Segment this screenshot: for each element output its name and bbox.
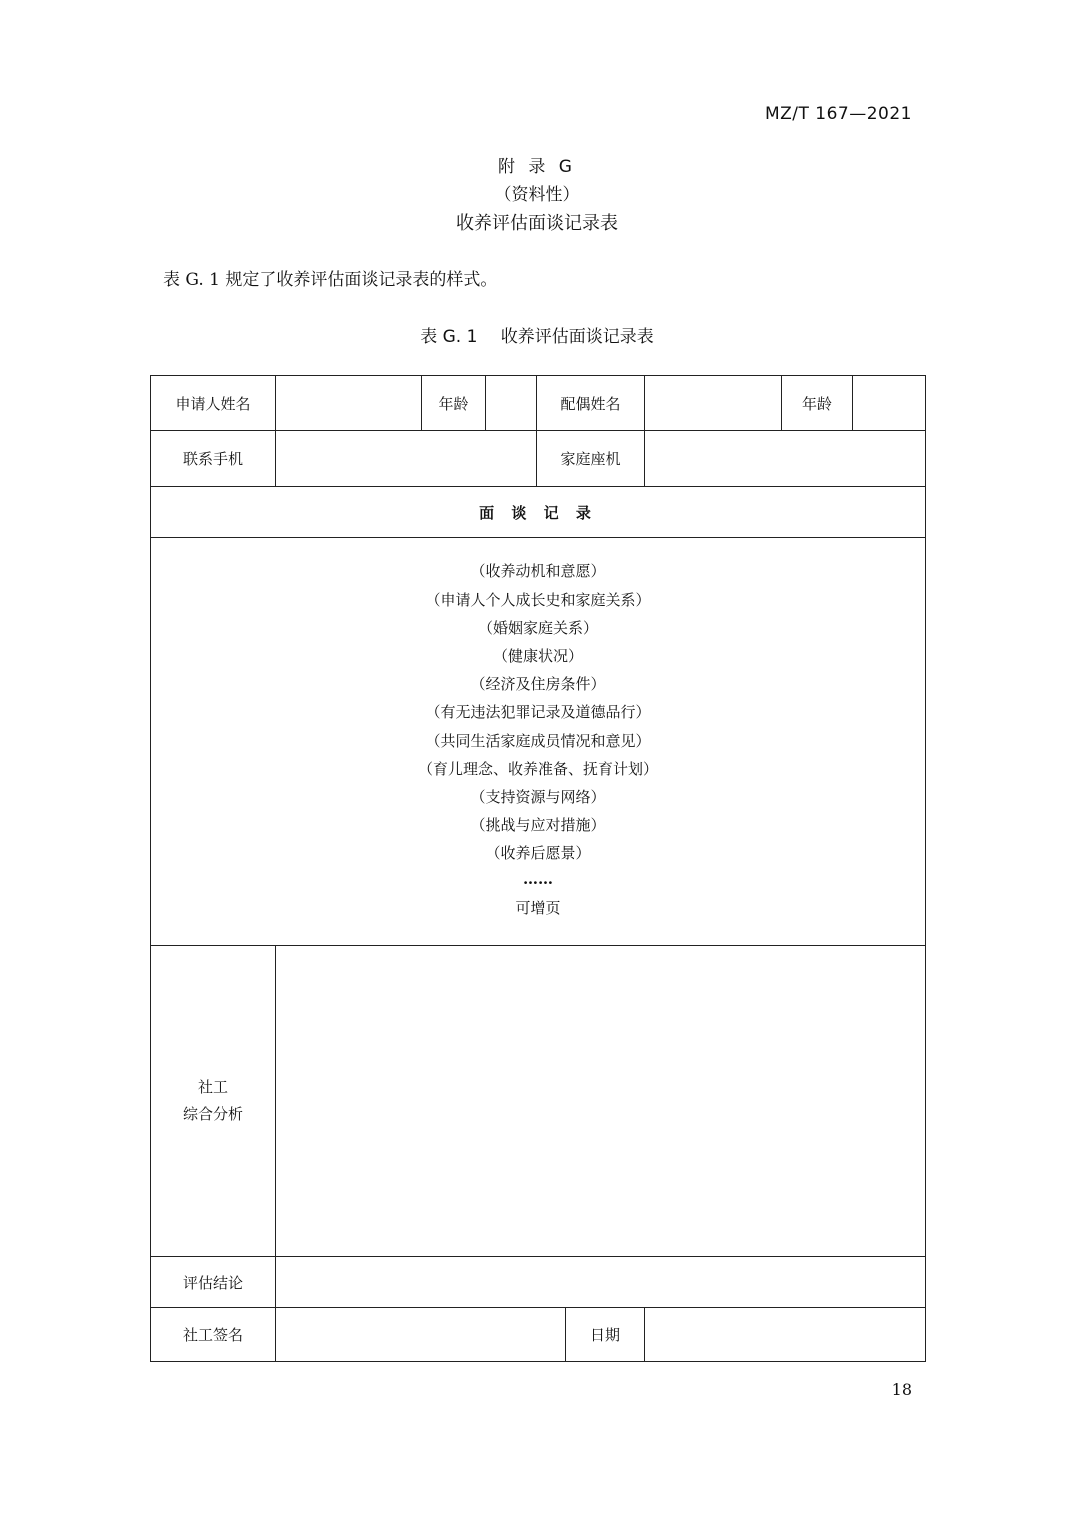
table-caption-number: 表 G. 1 [420, 327, 478, 347]
ellipsis: …… [523, 869, 553, 888]
add-page-note: 可增页 [515, 898, 561, 917]
interview-topic: （婚姻家庭关系） [478, 618, 599, 637]
standard-code: MZ/T 167—2021 [764, 104, 912, 124]
spouse-name-field[interactable] [645, 376, 782, 431]
interview-record-table [150, 375, 926, 1362]
mobile-label: 联系手机 [151, 431, 276, 487]
social-worker-analysis-label [151, 946, 276, 1257]
spouse-name-label: 配偶姓名 [537, 376, 645, 431]
appendix-heading: 附 录 G [498, 157, 576, 177]
landline-label: 家庭座机 [537, 431, 645, 487]
interview-topic: （收养动机和意愿） [470, 562, 606, 581]
social-worker-analysis-field[interactable] [276, 946, 926, 1257]
interview-topic: （挑战与应对措施） [470, 816, 606, 835]
interview-topic: （育儿理念、收养准备、抚育计划） [418, 759, 659, 778]
applicant-name-field[interactable] [276, 376, 422, 431]
interview-topic: （经济及住房条件） [470, 675, 606, 694]
date-label: 日期 [566, 1308, 645, 1362]
applicant-age-label: 年龄 [422, 376, 486, 431]
appendix-nature: （资料性） [494, 185, 580, 205]
interview-record-area[interactable] [151, 538, 926, 946]
applicant-age-field[interactable] [486, 376, 537, 431]
interview-topic: （申请人个人成长史和家庭关系） [425, 590, 651, 609]
signature-field[interactable] [276, 1308, 566, 1362]
interview-topic: （有无违法犯罪记录及道德品行） [425, 703, 651, 722]
spouse-age-label: 年龄 [782, 376, 853, 431]
interview-topic: （健康状况） [493, 646, 584, 665]
appendix-title: 收养评估面谈记录表 [456, 213, 618, 234]
landline-field[interactable] [645, 431, 926, 487]
conclusion-field[interactable] [276, 1257, 926, 1308]
table-caption [0, 322, 1074, 347]
page-number: 18 [891, 1380, 912, 1399]
interview-topic: （共同生活家庭成员情况和意见） [425, 731, 651, 750]
mobile-field[interactable] [276, 431, 537, 487]
conclusion-label: 评估结论 [151, 1257, 276, 1308]
interview-topic: （收养后愿景） [485, 844, 591, 863]
interview-section-title: 面 谈 记 录 [151, 487, 926, 538]
interview-topic-list [151, 557, 925, 867]
table-caption-title: 收养评估面谈记录表 [500, 327, 654, 347]
analysis-label-line1: 社工 [197, 1078, 228, 1096]
intro-paragraph: 表 G. 1 规定了收养评估面谈记录表的样式。 [163, 270, 498, 290]
spouse-age-field[interactable] [853, 376, 926, 431]
applicant-name-label: 申请人姓名 [151, 376, 276, 431]
signature-label: 社工签名 [151, 1308, 276, 1362]
interview-topic: （支持资源与网络） [470, 788, 606, 806]
analysis-label-line2: 综合分析 [182, 1105, 243, 1123]
date-field[interactable] [645, 1308, 926, 1362]
